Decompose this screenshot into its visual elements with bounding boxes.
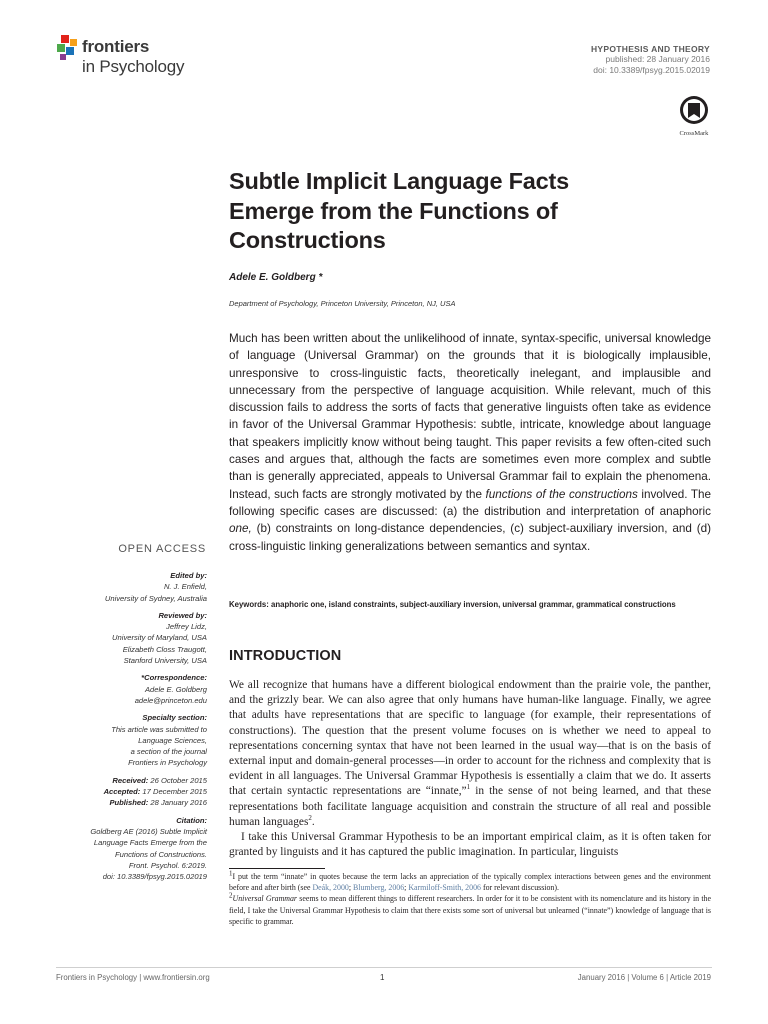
footnote-2 [229,893,711,927]
reference-link[interactable]: Blumberg, 2006 [353,883,405,893]
reviewer-affiliation: Stanford University, USA [123,656,207,666]
article-header-info [591,44,710,76]
footnote-emphasis: Universal Grammar [232,894,297,904]
article-title: Subtle Implicit Language Facts Emerge from the Functions of Constructions [229,168,570,253]
specialty-text: Language Sciences, [138,735,207,745]
accepted-date [40,786,207,797]
abstract-text: involved. The following specific cases are discussed: (a) the distribution and interpretation of anaphoric [229,487,711,518]
abstract-emphasis: one, [229,522,252,536]
specialty-text: a section of the journal [130,747,207,757]
paragraph: I take this Universal Grammar Hypothesis to be an important empirical claim, as it is often taken for granted by linguists and it has captured the public imagination. In particular, linguists [229,831,711,859]
keywords-label: Keywords: [229,600,269,609]
footnote-number: 1 [229,869,233,878]
reviewed-by-label: Reviewed by: [158,610,207,620]
page-number: 1 [380,973,385,982]
reviewer-name: Jeffrey Lidz, [166,622,207,632]
footnote-divider [229,868,325,869]
author-name[interactable]: Adele E. Goldberg * [229,272,323,283]
paragraph-text: . [311,815,315,828]
footnote-text: ; [404,883,409,893]
footnote-marker[interactable]: 1 [466,783,471,792]
received-value: 26 October 2015 [150,775,207,785]
footnote-text: for relevant discussion). [480,883,559,893]
received-date [40,775,207,786]
reference-link[interactable]: Deák, 2000 [312,883,349,893]
citation-text: Functions of Constructions. [114,849,207,859]
abstract-text: Much has been written about the unlikelihood of innate, syntax-specific, universal knowledge of language (Universal Grammar) on the grounds that it is biologically implausible, unresponsive to cross-linguistic facts, theoretically inelegant, and implausible and unnecessary from the perspective of language acquisition. While relevant, much of this discussion fails to address the sorts of facts that generative linguists often take as evidence in favor of the Universal Grammar Hypothesis: subtle, intricate, knowledge about language that speakers implicitly know without being taught. This paper revisits a few often-cited such cases and argues that, although the facts are sometimes even more complex and subtle than is generally appreciated, appeals to Universal Grammar fail to explain the phenomena. Instead, such facts are strongly motivated by the [229,332,711,501]
citation-text: Language Facts Emerge from the [93,838,207,848]
journal-name-line2: in Psychology [82,57,185,76]
received-label: Received: [112,775,149,785]
reviewer-affiliation: University of Maryland, USA [112,633,207,643]
section-heading-introduction: INTRODUCTION [229,648,342,664]
abstract [229,330,711,555]
author-affiliation: Department of Psychology, Princeton University, Princeton, NJ, USA [229,299,456,308]
citation-text: Front. Psychol. 6:2019. [128,860,207,870]
abstract-text: (b) constraints on long-distance dependencies, (c) subject-auxiliary inversion, and (d) cross-linguistic linking generalizations between semantics and syntax. [229,522,711,553]
specialty-text: Frontiers in Psychology [128,758,207,768]
footnote-1 [229,871,711,893]
footnotes [229,871,711,927]
editor-affiliation: University of Sydney, Australia [104,593,207,603]
paragraph-text: We all recognize that humans have a different biological endowment than the prairie vole, the panther, and the grizzly bear. We can also agree that only humans have human-like language. Finally, we agree that adults have representations that are specific to language (for example, their representations of constructions). The question that the present volume focuses on is whether we need to appeal to representations concerning syntax that have not been learned in the usual way—that is on the basis of external input and domain-general processes—in order to account for the richness and complexity that is evident in all languages. The Universal Grammar Hypothesis is essentially a claim that we do. It asserts that certain syntactic representations are “innate,” [229,679,711,798]
footnote-text: seems to mean different things to different researchers. In order for it to be consistent with its nomenclature and its history in the field, I take the Universal Grammar Hypothesis to claim that there exists some sort of universal but unlearned (“innate”) knowledge of language that is specific to grammar. [229,894,711,926]
open-access-label: OPEN ACCESS [118,543,206,555]
paragraph [229,678,711,830]
edited-by-label: Edited by: [170,571,207,580]
body-text [229,678,711,860]
keywords [229,599,711,611]
specialty-text: This article was submitted to [111,724,207,734]
frontiers-logo-icon [56,34,80,62]
specialty-section-label: Specialty section: [142,713,207,723]
keywords-list: anaphoric one, island constraints, subject-auxiliary inversion, universal grammar, grammatical constructions [271,600,676,609]
reviewer-name: Elizabeth Closs Traugott, [122,644,207,654]
citation-text: Goldberg AE (2016) Subtle Implicit [90,826,207,836]
journal-logo[interactable] [56,34,216,82]
correspondence-name: Adele E. Goldberg [144,684,207,694]
footnote-number: 2 [229,891,233,900]
footnote-marker[interactable]: 2 [308,814,312,823]
footer-divider [56,967,712,968]
reference-link[interactable]: Karmiloff-Smith, 2006 [408,883,481,893]
crossmark-label: CrossMark [679,130,709,137]
journal-name-line1: frontiers [82,37,150,56]
correspondence-label: *Correspondence: [141,673,207,683]
crossmark-icon [679,95,709,125]
accepted-value: 17 December 2015 [142,787,207,797]
crossmark-badge[interactable] [674,95,714,139]
footnote-text: ; [348,883,354,893]
article-info-sidebar [40,570,207,882]
footer-issue-info: January 2016 | Volume 6 | Article 2019 [577,973,711,982]
published-value: 28 January 2016 [150,798,207,808]
paragraph-text: in the sense of not being learned, and that these representations both facilitate language acquisition and constrain the structure of all real and possible human languages [229,785,712,828]
doi[interactable]: doi: 10.3389/fpsyg.2015.02019 [593,65,710,75]
footer-journal-link[interactable]: Frontiers in Psychology | www.frontiersin.org [56,973,210,982]
correspondence-email[interactable]: adele@princeton.edu [134,695,207,705]
citation-label: Citation: [176,815,207,825]
article-type: HYPOTHESIS AND THEORY [590,44,710,54]
abstract-emphasis: functions of the constructions [485,487,638,501]
published-date: published: 28 January 2016 [605,54,710,64]
editor-name: N. J. Enfield, [163,582,207,592]
citation-doi[interactable]: doi: 10.3389/fpsyg.2015.02019 [102,872,207,882]
footnote-text: I put the term “innate” in quotes because the term lacks an appreciation of the typically complex interactions between genes and the environment before and after birth (see [229,872,711,893]
published-label: Published: [109,798,149,808]
accepted-label: Accepted: [103,787,141,797]
published-date-sidebar [40,797,207,808]
